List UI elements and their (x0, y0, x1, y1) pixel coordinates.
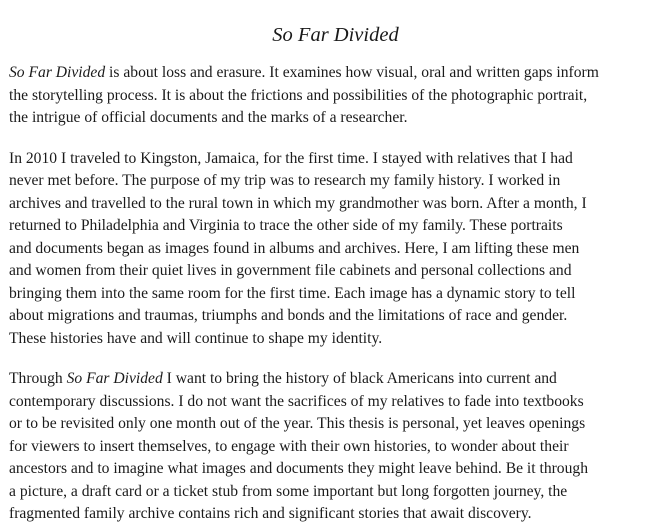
text-line (9, 458, 662, 481)
text-line (9, 328, 662, 351)
text-line (9, 215, 662, 238)
text-segment: archives and travelled to the rural town in which my grandmother was born. After a month, I (9, 194, 587, 212)
text-segment: for viewers to insert themselves, to engage with their own histories, to wonder about their (9, 437, 569, 455)
text-segment: returned to Philadelphia and Virginia to trace the other side of my family. These portraits (9, 217, 563, 234)
text-segment: the storytelling process. It is about the frictions and possibilities of the photographic portrait, (9, 86, 588, 104)
text-segment: Through (9, 370, 67, 387)
text-line (9, 391, 662, 414)
italic-title-reference: So Far Divided (9, 64, 106, 81)
text-segment: contemporary discussions. I do not want the sacrifices of my relatives to fade into textbooks (9, 392, 584, 410)
paragraph (9, 368, 662, 526)
text-line (9, 260, 662, 283)
text-line (9, 62, 662, 85)
text-line (9, 170, 662, 193)
text-segment: never met before. The purpose of my trip was to research my family history. I worked in (9, 172, 561, 189)
text-segment: I want to bring the history of black Americans into current and (162, 370, 557, 387)
text-segment: These histories have and will continue to shape my identity. (9, 329, 383, 347)
text-segment: bringing them into the same room for the first time. Each image has a dynamic story to tell (9, 284, 576, 302)
italic-title-reference: So Far Divided (66, 370, 163, 387)
document-body (9, 62, 662, 526)
text-line (9, 238, 662, 261)
paragraph (9, 148, 662, 351)
text-segment: about migrations and traumas, triumphs and bonds and the limitations of race and gender. (9, 307, 568, 324)
text-line (9, 85, 662, 108)
text-line (9, 481, 662, 504)
text-segment: In 2010 I traveled to Kingston, Jamaica, for the first time. I stayed with relatives that I had (9, 149, 573, 167)
text-segment: fragmented family archive contains rich and significant stories that await discovery. (9, 505, 532, 522)
text-line (9, 107, 662, 130)
text-line (9, 436, 662, 459)
text-segment: and women from their quiet lives in government file cabinets and personal collections and (9, 262, 572, 279)
text-line (9, 148, 662, 171)
text-segment: and documents began as images found in albums and archives. Here, I am lifting these men (9, 239, 580, 257)
text-line (9, 193, 662, 216)
paragraph (9, 62, 662, 130)
text-line (9, 503, 662, 526)
text-line (9, 283, 662, 306)
text-line (9, 305, 662, 328)
text-segment: the intrigue of official documents and the marks of a researcher. (9, 109, 408, 126)
text-segment: ancestors and to imagine what images and documents they might leave behind. Be it through (9, 460, 588, 477)
text-segment: a picture, a draft card or a ticket stub from some important but long forgotten journey, the (9, 482, 568, 500)
text-segment: is about loss and erasure. It examines how visual, oral and written gaps inform (105, 64, 599, 81)
document-title: So Far Divided (272, 24, 399, 46)
text-segment: or to be revisited only one month out of the year. This thesis is personal, yet leaves openings (9, 415, 586, 432)
text-line (9, 368, 662, 391)
text-line (9, 413, 662, 436)
